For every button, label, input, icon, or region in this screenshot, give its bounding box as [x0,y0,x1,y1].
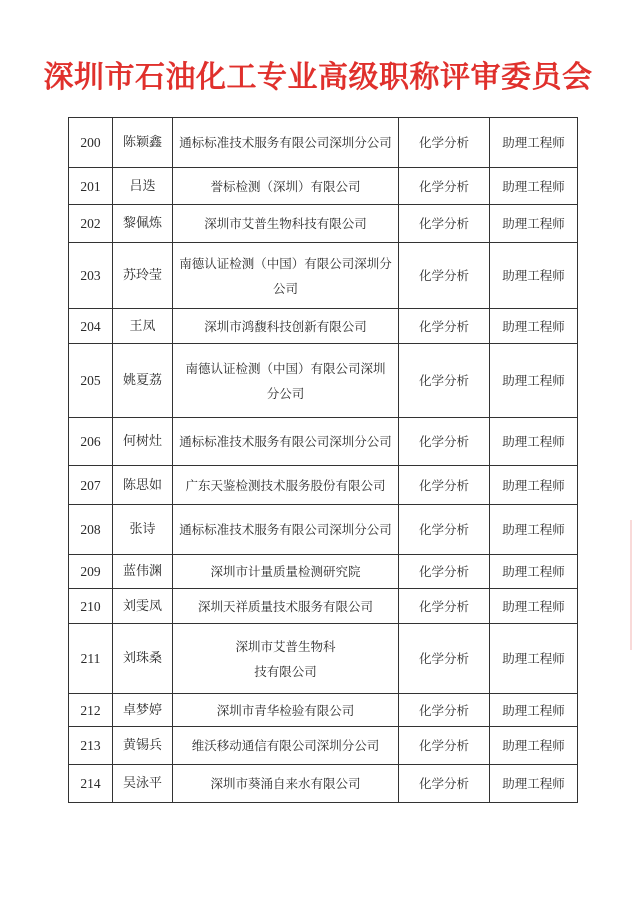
qualification: 助理工程师 [490,243,578,309]
person-name: 卓梦婷 [113,694,173,727]
organization-line: 南德认证检测（中国）有限公司深圳分 [179,255,392,271]
row-number: 202 [69,205,113,243]
specialty: 化学分析 [399,466,490,505]
organization [173,624,399,694]
table-row [69,555,578,589]
row-number: 210 [69,589,113,624]
qualification: 助理工程师 [490,589,578,624]
qualification: 助理工程师 [490,309,578,344]
table-row [69,589,578,624]
table-row [69,205,578,243]
specialty: 化学分析 [399,118,490,168]
qualification: 助理工程师 [490,118,578,168]
person-name: 王凤 [113,309,173,344]
organization: 通标标准技术服务有限公司深圳分公司 [173,418,399,466]
qualification: 助理工程师 [490,168,578,205]
organization: 深圳市计量质量检测研究院 [173,555,399,589]
row-number: 209 [69,555,113,589]
specialty: 化学分析 [399,505,490,555]
person-name: 刘雯凤 [113,589,173,624]
organization [173,243,399,309]
organization: 深圳市艾普生物科技有限公司 [173,205,399,243]
table-row [69,505,578,555]
person-name: 张诗 [113,505,173,555]
qualification: 助理工程师 [490,727,578,765]
seal-edge-mark [618,520,632,650]
specialty: 化学分析 [399,555,490,589]
row-number: 212 [69,694,113,727]
table-row [69,243,578,309]
table-row [69,624,578,694]
person-name: 蓝伟渊 [113,555,173,589]
specialty: 化学分析 [399,727,490,765]
person-name: 陈思如 [113,466,173,505]
table-row [69,309,578,344]
organization: 深圳市青华检验有限公司 [173,694,399,727]
row-number: 207 [69,466,113,505]
committee-title: 深圳市石油化工专业高级职称评审委员会 [43,60,593,95]
person-name: 苏玲莹 [113,243,173,309]
organization: 广东天鉴检测技术服务股份有限公司 [173,466,399,505]
organization: 深圳市葵涌自来水有限公司 [173,765,399,803]
person-name: 吴泳平 [113,765,173,803]
table-row [69,168,578,205]
qualification: 助理工程师 [490,466,578,505]
organization-line: 深圳市艾普生物科 [235,638,336,654]
table-row [69,466,578,505]
specialty: 化学分析 [399,168,490,205]
person-name: 吕迭 [113,168,173,205]
specialty: 化学分析 [399,418,490,466]
row-number: 204 [69,309,113,344]
specialty: 化学分析 [399,624,490,694]
person-name: 姚夏荔 [113,344,173,418]
roster-table [68,117,578,803]
person-name: 何树灶 [113,418,173,466]
organization-line: 技有限公司 [254,663,317,679]
organization-line: 分公司 [266,385,305,401]
organization: 深圳天祥质量技术服务有限公司 [173,589,399,624]
specialty: 化学分析 [399,589,490,624]
specialty: 化学分析 [399,765,490,803]
organization: 维沃移动通信有限公司深圳分公司 [173,727,399,765]
organization [173,344,399,418]
specialty: 化学分析 [399,243,490,309]
specialty: 化学分析 [399,344,490,418]
qualification: 助理工程师 [490,765,578,803]
table-row [69,694,578,727]
specialty: 化学分析 [399,694,490,727]
organization-line: 公司 [272,280,298,296]
person-name: 陈颖鑫 [113,118,173,168]
qualification: 助理工程师 [490,205,578,243]
table-row [69,765,578,803]
row-number: 208 [69,505,113,555]
person-name: 黎佩炼 [113,205,173,243]
row-number: 205 [69,344,113,418]
organization-line: 南德认证检测（中国）有限公司深圳 [185,360,386,376]
qualification: 助理工程师 [490,694,578,727]
row-number: 214 [69,765,113,803]
table-row [69,118,578,168]
person-name: 刘珠桑 [113,624,173,694]
qualification: 助理工程师 [490,344,578,418]
qualification: 助理工程师 [490,418,578,466]
table-row [69,344,578,418]
organization: 通标标准技术服务有限公司深圳分公司 [173,505,399,555]
person-name: 黄锡兵 [113,727,173,765]
specialty: 化学分析 [399,309,490,344]
qualification: 助理工程师 [490,555,578,589]
row-number: 206 [69,418,113,466]
qualification: 助理工程师 [490,505,578,555]
organization: 深圳市鸿馥科技创新有限公司 [173,309,399,344]
row-number: 200 [69,118,113,168]
table-row [69,727,578,765]
row-number: 201 [69,168,113,205]
row-number: 211 [69,624,113,694]
specialty: 化学分析 [399,205,490,243]
qualification: 助理工程师 [490,624,578,694]
organization: 誉标检测（深圳）有限公司 [173,168,399,205]
row-number: 213 [69,727,113,765]
organization: 通标标准技术服务有限公司深圳分公司 [173,118,399,168]
row-number: 203 [69,243,113,309]
table-row [69,418,578,466]
